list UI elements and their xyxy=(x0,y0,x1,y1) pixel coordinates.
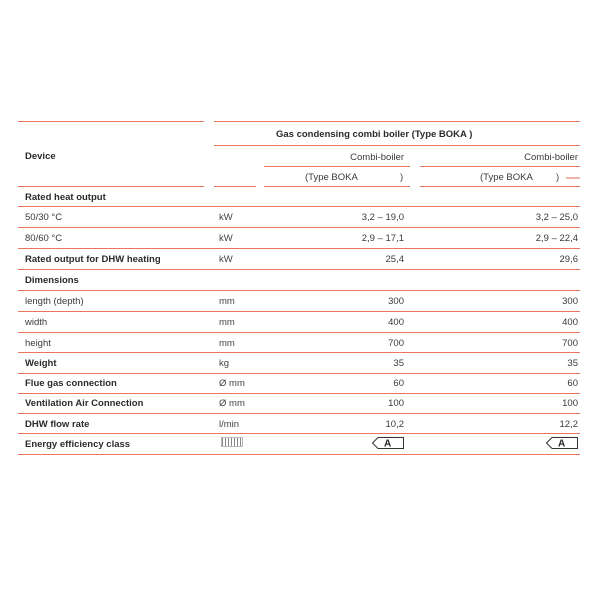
row-unit-80-60: kW xyxy=(219,233,233,244)
energy-scale-icon xyxy=(221,437,243,447)
divider-r0-col2 xyxy=(420,186,580,187)
divider-bottom xyxy=(18,454,580,455)
row-label-weight: Weight xyxy=(25,358,57,369)
row-value-width-col1: 400 xyxy=(388,317,404,328)
col1-type: (Type BOKA xyxy=(305,172,358,183)
col2-device-name: Combi-boiler xyxy=(524,152,578,163)
col1-type-close: ) xyxy=(400,172,404,183)
divider-r3 xyxy=(18,248,580,249)
divider-r10 xyxy=(18,393,580,394)
row-value-dhw-flow-col2: 12,2 xyxy=(559,419,578,430)
divider-top-left xyxy=(18,121,204,122)
divider-r12 xyxy=(18,433,580,434)
row-value-width-col2: 400 xyxy=(562,317,578,328)
divider-r0-col1 xyxy=(264,186,410,187)
row-value-height-col1: 700 xyxy=(388,338,404,349)
row-label-length: length (depth) xyxy=(25,296,84,307)
row-unit-ventilation: Ø mm xyxy=(219,398,245,409)
divider-r6 xyxy=(18,311,580,312)
divider-r1 xyxy=(18,206,580,207)
row-value-80-60-col1: 2,9 – 17,1 xyxy=(361,233,404,244)
row-value-ventilation-col2: 100 xyxy=(562,398,578,409)
col2-type-close: ) xyxy=(556,172,560,183)
row-label-rated-heat-output: Rated heat output xyxy=(25,192,106,203)
divider-r0-label xyxy=(18,186,204,187)
divider-r9 xyxy=(18,373,580,374)
row-unit-flue-gas: Ø mm xyxy=(219,378,245,389)
energy-class-col2: A xyxy=(558,438,566,449)
col1-device-name: Combi-boiler xyxy=(350,152,404,163)
row-value-length-col2: 300 xyxy=(562,296,578,307)
row-label-80-60: 80/60 °C xyxy=(25,233,63,244)
energy-class-badge-col1 xyxy=(372,437,404,449)
row-value-weight-col2: 35 xyxy=(567,358,578,369)
device-label: Device xyxy=(25,151,56,162)
row-value-50-30-col1: 3,2 – 19,0 xyxy=(361,212,404,223)
row-label-50-30: 50/30 °C xyxy=(25,212,63,223)
col2-type: (Type BOKA xyxy=(480,172,533,183)
col2-type-mark xyxy=(566,177,580,179)
row-unit-height: mm xyxy=(219,338,235,349)
divider-r8 xyxy=(18,352,580,353)
row-label-width: width xyxy=(25,317,48,328)
divider-header xyxy=(214,145,580,146)
divider-top-right xyxy=(214,121,580,122)
row-label-energy-class: Energy efficiency class xyxy=(25,439,131,450)
row-label-ventilation: Ventilation Air Connection xyxy=(25,398,144,409)
divider-r4 xyxy=(18,269,580,270)
row-value-50-30-col2: 3,2 – 25,0 xyxy=(535,212,578,223)
row-label-dhw-output: Rated output for DHW heating xyxy=(25,254,161,265)
row-value-flue-gas-col1: 60 xyxy=(393,378,404,389)
divider-r7 xyxy=(18,332,580,333)
energy-class-badge-col2 xyxy=(546,437,578,449)
row-value-80-60-col2: 2,9 – 22,4 xyxy=(535,233,578,244)
divider-device-col2 xyxy=(420,166,580,167)
row-unit-weight: kg xyxy=(219,358,230,369)
row-value-dhw-output-col2: 29,6 xyxy=(559,254,578,265)
row-unit-length: mm xyxy=(219,296,235,307)
divider-r5 xyxy=(18,290,580,291)
row-unit-dhw-flow: l/min xyxy=(219,419,240,430)
table-title: Gas condensing combi boiler (Type BOKA ) xyxy=(276,129,473,140)
row-label-flue-gas: Flue gas connection xyxy=(25,378,117,389)
row-value-height-col2: 700 xyxy=(562,338,578,349)
row-value-length-col1: 300 xyxy=(388,296,404,307)
row-value-dhw-flow-col1: 10,2 xyxy=(385,419,404,430)
row-value-flue-gas-col2: 60 xyxy=(567,378,578,389)
row-value-weight-col1: 35 xyxy=(393,358,404,369)
divider-device-col1 xyxy=(264,166,410,167)
row-unit-dhw-output: kW xyxy=(219,254,233,265)
row-unit-50-30: kW xyxy=(219,212,233,223)
row-label-height: height xyxy=(25,338,51,349)
divider-r0-unit xyxy=(214,186,256,187)
row-unit-width: mm xyxy=(219,317,235,328)
row-value-dhw-output-col1: 25,4 xyxy=(385,254,404,265)
row-label-dimensions: Dimensions xyxy=(25,275,79,286)
row-value-ventilation-col1: 100 xyxy=(388,398,404,409)
divider-r2 xyxy=(18,227,580,228)
energy-class-col1: A xyxy=(384,438,392,449)
row-label-dhw-flow: DHW flow rate xyxy=(25,419,90,430)
divider-r11 xyxy=(18,413,580,414)
